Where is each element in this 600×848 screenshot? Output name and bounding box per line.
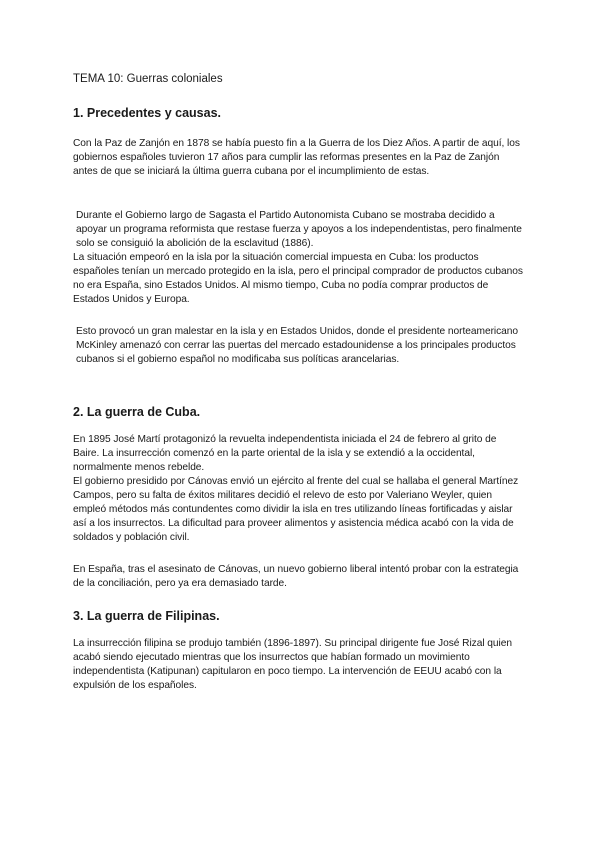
document-title: TEMA 10: Guerras coloniales: [73, 73, 223, 85]
paragraph: Durante el Gobierno largo de Sagasta el Partido Autonomista Cubano se mostraba decidido a apoyar un programa reformista que restase fuerza y apoyos a los independentistas, pero finalmente solo se consiguió la abolición de la esclavitud (1886).: [76, 210, 522, 249]
paragraph: El gobierno presidido por Cánovas envió un ejército al frente del cual se hallaba el general Martínez Campos, pero su falta de éxitos militares decidió el relevo de esto por Valeriano Weyler, quien empleó métodos más contundentes como dividir la isla en tres utilizando líneas fortificadas y aislar así a los insurrectos. La dificultad para proveer alimentos y asistencia médica acabó con la vida de soldados y población civil.: [73, 476, 519, 543]
section-heading-filipinas: 3. La guerra de Filipinas.: [73, 609, 220, 623]
paragraph: La situación empeoró en la isla por la situación comercial impuesta en Cuba: los productos españoles tenían un mercado protegido en la isla, pero el principal comprador de productos cubanos no era España, sino Estados Unidos. Al mismo tiempo, Cuba no podía comprar productos de Estados Unidos y Europa.: [73, 252, 523, 305]
paragraph: Con la Paz de Zanjón en 1878 se había puesto fin a la Guerra de los Diez Años. A partir de aquí, los gobiernos españoles tuvieron 17 años para cumplir las reformas presentes en la Paz de Zanjón antes de que se iniciará la última guerra cubana por el incumplimiento de estas.: [73, 138, 520, 177]
paragraph: En España, tras el asesinato de Cánovas, un nuevo gobierno liberal intentó probar con la estrategia de la conciliación, pero ya era demasiado tarde.: [73, 564, 519, 589]
paragraph: En 1895 José Martí protagonizó la revuelta independentista iniciada el 24 de febrero al grito de Baire. La insurrección comenzó en la parte oriental de la isla y se extendió a la occidental, normalmente menos rebelde.: [73, 434, 497, 473]
section-heading-precedentes: 1. Precedentes y causas.: [73, 106, 222, 120]
paragraph: Esto provocó un gran malestar en la isla y en Estados Unidos, donde el presidente norteamericano McKinley amenazó con cerrar las puertas del mercado estadounidense a los principales productos cubanos si el gobierno español no modificaba sus políticas arancelarias.: [76, 326, 519, 365]
section-heading-cuba: 2. La guerra de Cuba.: [73, 405, 201, 419]
paragraph: La insurrección filipina se produjo también (1896-1897). Su principal dirigente fue José Rizal quien acabó siendo ejecutado mientras que los insurrectos que habían formado un movimiento independentista (Katipunan) capitularon en poco tiempo. La intervención de EEUU acabó con la expulsión de los españoles.: [73, 638, 512, 691]
